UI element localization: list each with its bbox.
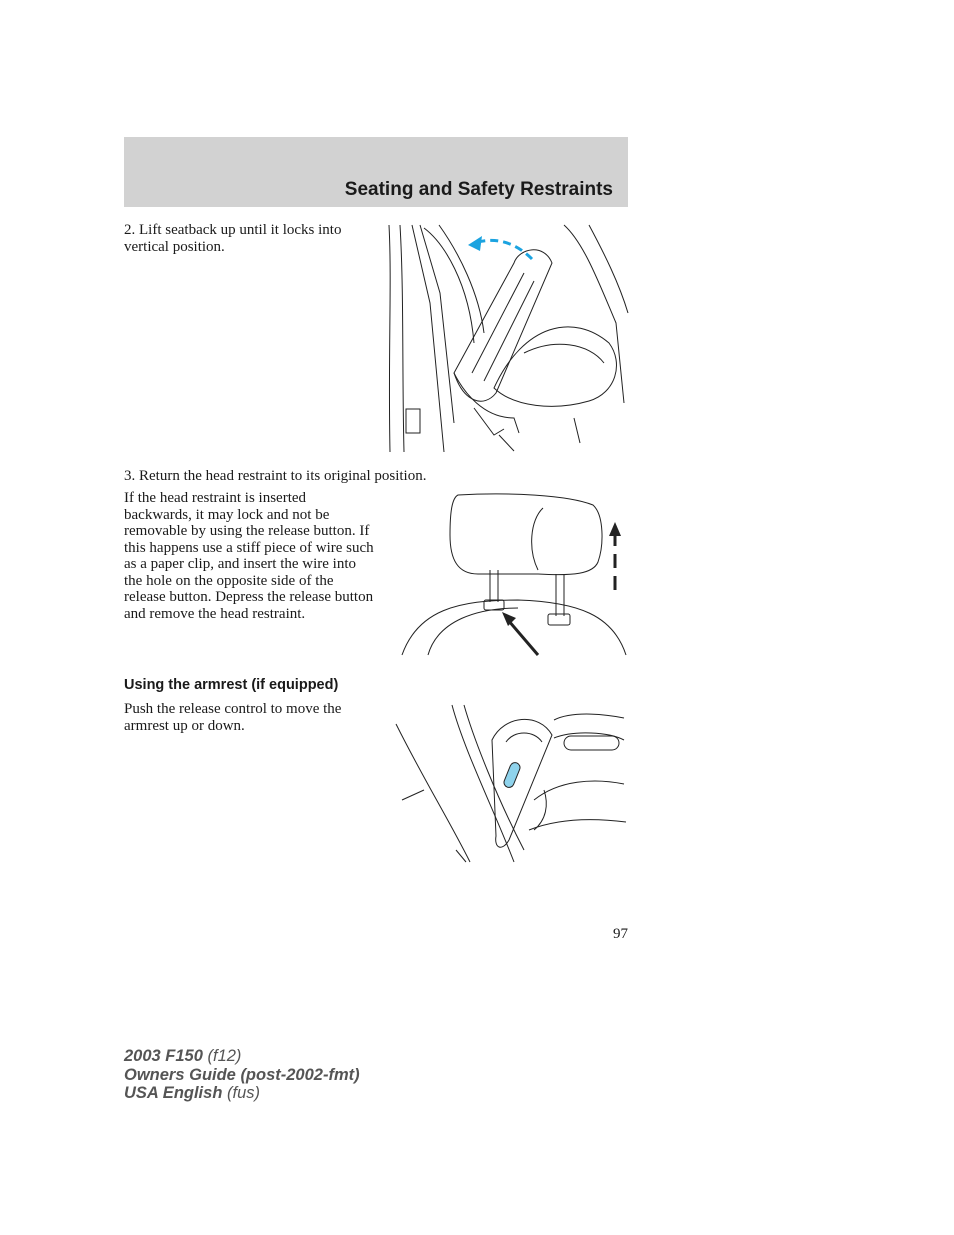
head-restraint-pad [450, 494, 602, 575]
armrest-outline [492, 719, 552, 847]
armrest-text: Push the release control to move the armrest up or down. [124, 701, 342, 734]
footer-line-2 [124, 1066, 360, 1085]
seatback-seam [484, 281, 534, 381]
door-frame-line [400, 225, 404, 452]
door-frame-line [420, 225, 454, 423]
document-footer [124, 1047, 360, 1103]
footer-line-3 [124, 1084, 360, 1103]
page-number: 97 [613, 926, 628, 942]
seatback-outline [454, 250, 552, 401]
section-title: Seating and Safety Restraints [344, 179, 613, 200]
door-frame-line [412, 225, 444, 452]
seatback-illustration [384, 223, 630, 455]
seat-cushion [529, 820, 626, 830]
post-collar [548, 614, 570, 625]
head-restraint-illustration [398, 490, 630, 660]
step-2-text: 2. Lift seatback up until it locks into vertical position. [124, 222, 342, 255]
door-frame-line [389, 225, 390, 452]
rotation-arrow [474, 240, 532, 259]
release-control [502, 761, 521, 789]
seat-cushion-outline [494, 327, 616, 406]
armrest-heading: Using the armrest (if equipped) [124, 677, 339, 693]
armrest-illustration [394, 700, 628, 866]
footer-line-1 [124, 1047, 360, 1066]
seatback-seam [472, 273, 524, 373]
release-button-pointer-head [502, 612, 516, 626]
armrest-seam [506, 733, 542, 742]
seat-base [454, 373, 519, 433]
footer-language: USA English [124, 1084, 223, 1102]
seat-cushion [534, 781, 624, 800]
footer-model-code: (f12) [207, 1047, 242, 1065]
head-restraint-seam [532, 508, 543, 570]
footer-guide-name: Owners Guide (post-2002-fmt) [124, 1065, 360, 1084]
release-button-pointer [508, 620, 538, 655]
step-3-text: 3. Return the head restraint to its original position. [124, 468, 427, 484]
seat-leg [574, 418, 580, 443]
footer-model: 2003 F150 [124, 1047, 203, 1065]
console-lid [564, 736, 619, 750]
footer-language-code: (fus) [227, 1084, 260, 1102]
head-restraint-note: If the head restraint is inserted backwards, it may lock and not be removable by using the release button. If this happens use a stiff piece of wire such as a paper clip, and insert the wire into the hole on the opposite side of the release button. Depress the release button and remove the head restraint. [124, 490, 374, 622]
door-latch [406, 409, 420, 433]
door-panel-line [402, 790, 424, 800]
seat-leg [499, 435, 514, 451]
section-header-band [124, 137, 628, 207]
lift-arrow-head [609, 522, 621, 536]
center-console [554, 714, 624, 720]
rotation-arrow-head [468, 236, 482, 251]
door-panel-line [396, 724, 470, 862]
rear-seat-outline [424, 228, 474, 343]
right-seat-outline [589, 225, 628, 313]
seat-cushion-seam [524, 344, 604, 363]
